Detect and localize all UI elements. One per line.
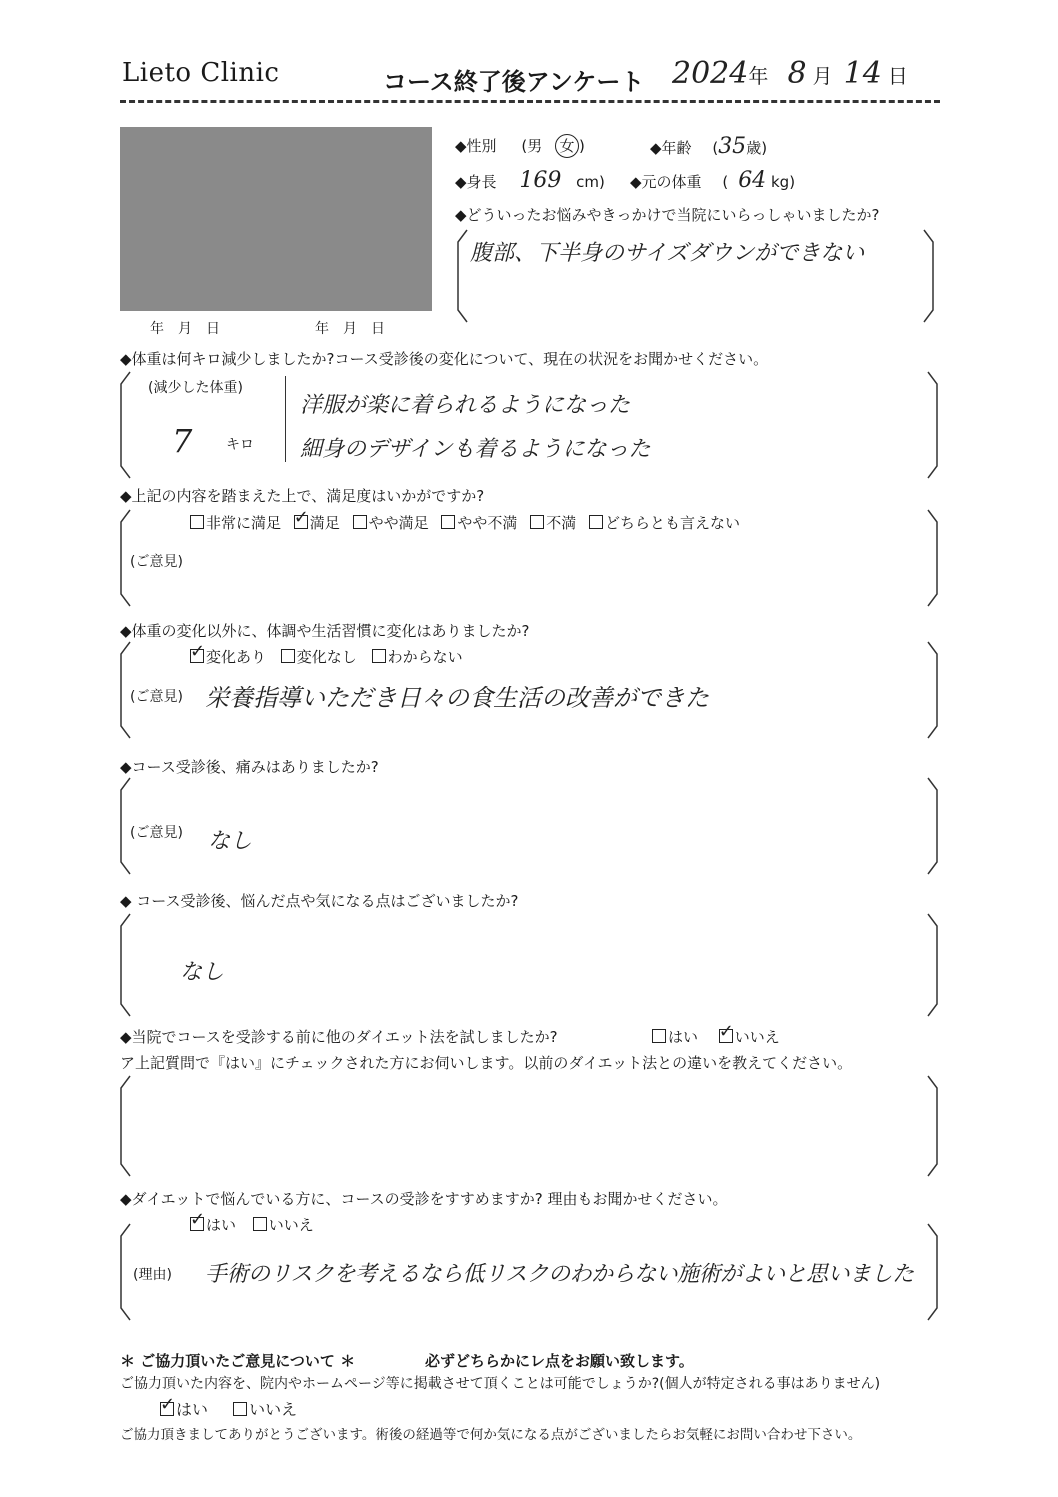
left-bracket	[455, 228, 469, 324]
option-no[interactable]: ✓ いいえ	[719, 1028, 780, 1046]
change-line-1: 洋服が楽に着られるようになった	[300, 393, 631, 418]
right-bracket	[926, 776, 940, 876]
photo-date-label-after: 年 月 日	[315, 321, 385, 337]
checked-checkbox-icon	[160, 1402, 174, 1416]
right-bracket	[926, 1074, 940, 1178]
checkbox-icon	[372, 649, 386, 663]
checkbox-icon	[253, 1217, 267, 1231]
right-bracket	[926, 640, 940, 740]
footer-must-check: 必ずどちらかにレ点をお願い致します。	[425, 1352, 694, 1370]
age-value: 35	[718, 134, 747, 159]
footer-thanks: ご協力頂きましてありがとうございます。術後の経過等で何か気になる点がございましたらお気軽にお問い合わせ下さい。	[120, 1427, 862, 1443]
date-day: 14	[843, 56, 882, 91]
height-value: 169	[519, 168, 562, 193]
height-unit: cm	[576, 173, 599, 191]
satisfaction-question: ◆上記の内容を踏まえた上で、満足度はいかがですか?	[120, 487, 485, 505]
reason-question: ◆どういったお悩みやきっかけで当院にいらっしゃいましたか?	[455, 206, 880, 224]
lost-weight-label: (減少した体重)	[148, 380, 243, 396]
right-bracket	[922, 228, 936, 324]
reason-answer: 腹部、下半身のサイズダウンができない	[470, 241, 865, 266]
height-row: ◆身長 169 cm)	[455, 168, 605, 193]
option-yes[interactable]: はい	[652, 1028, 698, 1046]
pain-question: ◆コース受診後、痛みはありましたか?	[120, 758, 379, 776]
other-diet-options	[652, 1026, 780, 1047]
date-month-unit: 月	[812, 64, 833, 88]
other-diet-question: ◆当院でコースを受診する前に他のダイエット法を試しましたか?	[120, 1028, 558, 1046]
checkbox-icon	[190, 515, 204, 529]
left-bracket	[118, 912, 132, 1018]
checked-checkbox-icon	[190, 1217, 204, 1231]
right-bracket	[926, 508, 940, 608]
lost-weight-unit: キロ	[226, 437, 254, 453]
weight-label: ◆元の体重	[630, 173, 702, 191]
photo-date-label-before: 年 月 日	[150, 321, 220, 337]
lifestyle-question: ◆体重の変化以外に、体調や生活習慣に変化はありましたか?	[120, 622, 530, 640]
right-bracket	[926, 370, 940, 480]
recommend-options	[190, 1214, 314, 1235]
satisfaction-options	[190, 512, 740, 533]
option-no-change[interactable]: 変化なし	[281, 648, 357, 666]
recommend-reason: 手術のリスクを考えるなら低リスクのわからない施術がよいと思いました	[205, 1262, 914, 1287]
lifestyle-opinion: 栄養指導いただき日々の食生活の改善ができた	[205, 684, 709, 712]
option-changed[interactable]: ✓変化あり	[190, 648, 266, 666]
age-unit: 歳	[746, 139, 762, 157]
pain-opinion: なし	[208, 829, 253, 854]
age-row: ◆年齢 (35歳)	[650, 134, 768, 159]
left-bracket	[118, 370, 132, 480]
right-bracket	[926, 912, 940, 1018]
checked-checkbox-icon	[190, 649, 204, 663]
before-after-photo-redacted	[120, 127, 432, 311]
checkbox-icon	[281, 649, 295, 663]
concern-answer: なし	[180, 960, 225, 985]
checked-checkbox-icon	[719, 1029, 733, 1043]
right-bracket	[926, 1222, 940, 1322]
checkbox-icon	[589, 515, 603, 529]
footer-heading: ＊ ご協力頂いたご意見について ＊	[120, 1352, 356, 1370]
vertical-divider	[285, 376, 286, 462]
weight-question: ◆体重は何キロ減少しましたか?コース受診後の変化について、現在の状況をお聞かせください。	[120, 350, 769, 368]
header-divider	[120, 100, 940, 103]
consent-question: ご協力頂いた内容を、院内やホームページ等に掲載させて頂くことは可能でしょうか?(個人が特定される事はありません)	[120, 1376, 881, 1392]
recommend-question: ◆ダイエットで悩んでいる方に、コースの受診をすすめますか? 理由もお聞かせください。	[120, 1190, 728, 1208]
consent-yes[interactable]: ✓はい	[160, 1400, 208, 1419]
original-weight-row: ◆元の体重 ( 64 kg)	[630, 168, 796, 193]
height-label: ◆身長	[455, 173, 497, 191]
consent-no[interactable]: いいえ	[233, 1400, 297, 1419]
option-neutral[interactable]: どちらとも言えない	[589, 514, 740, 532]
survey-date	[672, 56, 908, 91]
option-somewhat-dissatisfied[interactable]: やや不満	[441, 514, 517, 532]
lost-weight-value: 7	[172, 422, 193, 460]
option-somewhat-satisfied[interactable]: やや満足	[353, 514, 429, 532]
checkbox-icon	[441, 515, 455, 529]
checkbox-icon	[353, 515, 367, 529]
checkbox-icon	[652, 1029, 666, 1043]
gender-label: ◆性別	[455, 137, 497, 155]
survey-title: コース終了後アンケート	[383, 68, 645, 96]
weight-value: 64	[738, 168, 767, 193]
date-day-unit: 日	[887, 64, 908, 88]
option-satisfied[interactable]: ✓ 満足	[294, 514, 340, 532]
left-bracket	[118, 1074, 132, 1178]
pain-opinion-label: (ご意見)	[130, 825, 183, 841]
checked-checkbox-icon	[294, 515, 308, 529]
consent-options	[160, 1397, 297, 1420]
option-no[interactable]: いいえ	[253, 1216, 314, 1234]
checkbox-icon	[233, 1402, 247, 1416]
clinic-brand: Lieto Clinic	[122, 58, 280, 88]
weight-unit: kg	[770, 173, 790, 191]
date-year-unit: 年	[748, 64, 769, 88]
lifestyle-opinion-label: (ご意見)	[130, 689, 183, 705]
concern-question: ◆ コース受診後、悩んだ点や気になる点はございましたか?	[120, 892, 519, 910]
age-label: ◆年齢	[650, 139, 692, 157]
option-unknown[interactable]: わからない	[372, 648, 463, 666]
change-line-2: 細身のデザインも着るようになった	[300, 437, 651, 462]
option-yes[interactable]: ✓はい	[190, 1216, 236, 1234]
gender-male: 男	[527, 137, 543, 155]
option-very-satisfied[interactable]: 非常に満足	[190, 514, 281, 532]
date-year: 2024	[672, 56, 749, 91]
gender-row: ◆性別 (男 女 )	[455, 134, 585, 158]
left-bracket	[118, 1222, 132, 1322]
gender-female-circled: 女	[555, 134, 579, 158]
recommend-reason-label: (理由)	[133, 1267, 172, 1283]
checkbox-icon	[530, 515, 544, 529]
satisfaction-opinion-label: (ご意見)	[130, 554, 183, 570]
other-diet-followup: ア上記質問で『はい』にチェックされた方にお伺いします。以前のダイエット法との違いを教えてください。	[120, 1054, 853, 1072]
date-month: 8	[787, 56, 807, 91]
option-dissatisfied[interactable]: 不満	[530, 514, 576, 532]
lifestyle-options	[190, 646, 463, 667]
